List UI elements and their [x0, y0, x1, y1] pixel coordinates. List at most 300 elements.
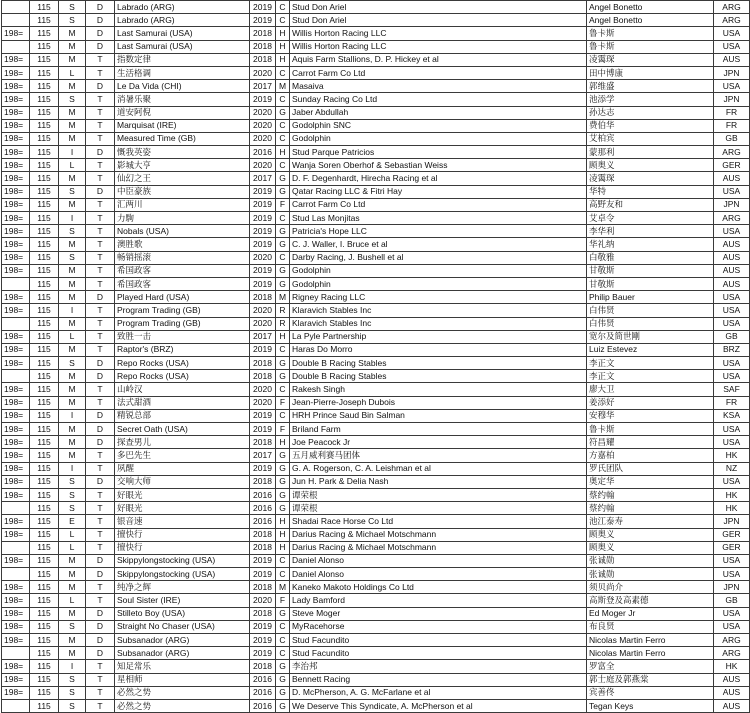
surface-cell: T	[86, 132, 115, 145]
surface-cell: D	[86, 291, 115, 304]
country-cell: GB	[714, 594, 750, 607]
distance-category-cell: I	[59, 146, 86, 159]
owner-cell: La Pyle Partnership	[290, 330, 587, 343]
rank-cell: 198=	[2, 53, 30, 66]
table-row	[2, 581, 750, 594]
rating-cell: 115	[30, 594, 59, 607]
table-row	[2, 488, 750, 501]
distance-category-cell: L	[59, 66, 86, 79]
foaled-year-cell: 2019	[250, 264, 276, 277]
foaled-year-cell: 2017	[250, 80, 276, 93]
surface-cell: T	[86, 119, 115, 132]
foaled-year-cell: 2019	[250, 277, 276, 290]
table-row	[2, 225, 750, 238]
rating-cell: 115	[30, 673, 59, 686]
horse-name-cell: Measured Time (GB)	[115, 132, 250, 145]
surface-cell: D	[86, 475, 115, 488]
trainer-cell: 姜添好	[587, 396, 714, 409]
sex-cell: G	[276, 370, 290, 383]
trainer-cell: 华特	[587, 185, 714, 198]
rating-cell: 115	[30, 370, 59, 383]
horse-name-cell: Last Samurai (USA)	[115, 27, 250, 40]
trainer-cell: Angel Bonetto	[587, 14, 714, 27]
sex-cell: F	[276, 423, 290, 436]
country-cell: AUS	[714, 264, 750, 277]
table-row	[2, 1, 750, 14]
surface-cell: T	[86, 317, 115, 330]
country-cell: AUS	[714, 277, 750, 290]
surface-cell: T	[86, 515, 115, 528]
owner-cell: Patricia's Hope LLC	[290, 225, 587, 238]
surface-cell: D	[86, 409, 115, 422]
horse-name-cell: 消暑乐聚	[115, 93, 250, 106]
country-cell: GER	[714, 528, 750, 541]
table-row	[2, 27, 750, 40]
table-row	[2, 40, 750, 53]
sex-cell: H	[276, 146, 290, 159]
horse-name-cell: 交响大师	[115, 475, 250, 488]
table-row	[2, 80, 750, 93]
owner-cell: Shadai Race Horse Co Ltd	[290, 515, 587, 528]
distance-category-cell: M	[59, 423, 86, 436]
foaled-year-cell: 2018	[250, 291, 276, 304]
country-cell: HK	[714, 488, 750, 501]
rating-cell: 115	[30, 357, 59, 370]
owner-cell: Stud Facundito	[290, 634, 587, 647]
table-row	[2, 409, 750, 422]
trainer-cell: 布良贤	[587, 620, 714, 633]
table-row	[2, 423, 750, 436]
trainer-cell: Angel Bonetto	[587, 1, 714, 14]
trainer-cell: 鲁卡斯	[587, 423, 714, 436]
foaled-year-cell: 2017	[250, 449, 276, 462]
surface-cell: T	[86, 594, 115, 607]
owner-cell: Stud Facundito	[290, 647, 587, 660]
trainer-cell: 宽尔及简世剛	[587, 330, 714, 343]
owner-cell: Joe Peacock Jr	[290, 436, 587, 449]
sex-cell: G	[276, 449, 290, 462]
distance-category-cell: S	[59, 1, 86, 14]
surface-cell: D	[86, 40, 115, 53]
distance-category-cell: M	[59, 370, 86, 383]
country-cell: AUS	[714, 238, 750, 251]
foaled-year-cell: 2019	[250, 93, 276, 106]
table-row	[2, 673, 750, 686]
sex-cell: C	[276, 568, 290, 581]
distance-category-cell: I	[59, 409, 86, 422]
sex-cell: C	[276, 66, 290, 79]
rank-cell	[2, 370, 30, 383]
trainer-cell: 高斯登及高素德	[587, 594, 714, 607]
rank-cell: 198=	[2, 462, 30, 475]
horse-name-cell: Labrado (ARG)	[115, 14, 250, 27]
foaled-year-cell: 2017	[250, 330, 276, 343]
sex-cell: G	[276, 277, 290, 290]
country-cell: USA	[714, 607, 750, 620]
owner-cell: Stud Parque Patricios	[290, 146, 587, 159]
distance-category-cell: I	[59, 212, 86, 225]
surface-cell: D	[86, 634, 115, 647]
trainer-cell: Nicolas Martin Ferro	[587, 634, 714, 647]
rating-cell: 115	[30, 132, 59, 145]
distance-category-cell: M	[59, 27, 86, 40]
owner-cell: Qatar Racing LLC & Fitri Hay	[290, 185, 587, 198]
owner-cell: Willis Horton Racing LLC	[290, 27, 587, 40]
distance-category-cell: S	[59, 699, 86, 712]
rank-cell: 198=	[2, 343, 30, 356]
horse-name-cell: 希国政客	[115, 264, 250, 277]
trainer-cell: 张诚勋	[587, 554, 714, 567]
distance-category-cell: M	[59, 383, 86, 396]
horse-name-cell: 知足常乐	[115, 660, 250, 673]
rating-cell: 115	[30, 66, 59, 79]
rating-cell: 115	[30, 449, 59, 462]
rank-cell: 198=	[2, 686, 30, 699]
owner-cell: Steve Moger	[290, 607, 587, 620]
sex-cell: C	[276, 93, 290, 106]
surface-cell: D	[86, 607, 115, 620]
rank-cell: 198=	[2, 488, 30, 501]
rank-cell	[2, 1, 30, 14]
table-row	[2, 264, 750, 277]
country-cell: HK	[714, 449, 750, 462]
surface-cell: D	[86, 357, 115, 370]
rating-cell: 115	[30, 264, 59, 277]
sex-cell: F	[276, 198, 290, 211]
country-cell: JPN	[714, 581, 750, 594]
rankings-table	[1, 0, 750, 713]
table-row	[2, 699, 750, 712]
distance-category-cell: M	[59, 396, 86, 409]
distance-category-cell: M	[59, 53, 86, 66]
country-cell: FR	[714, 119, 750, 132]
rating-cell: 115	[30, 568, 59, 581]
table-row	[2, 132, 750, 145]
distance-category-cell: M	[59, 554, 86, 567]
owner-cell: Lady Bamford	[290, 594, 587, 607]
horse-name-cell: 致胜一击	[115, 330, 250, 343]
distance-category-cell: L	[59, 541, 86, 554]
horse-name-cell: 必然之势	[115, 686, 250, 699]
surface-cell: T	[86, 304, 115, 317]
sex-cell: G	[276, 238, 290, 251]
surface-cell: T	[86, 343, 115, 356]
owner-cell: Darius Racing & Michael Motschmann	[290, 528, 587, 541]
rating-cell: 115	[30, 291, 59, 304]
rating-cell: 115	[30, 488, 59, 501]
sex-cell: C	[276, 409, 290, 422]
table-row	[2, 502, 750, 515]
owner-cell: G. A. Rogerson, C. A. Leishman et al	[290, 462, 587, 475]
rating-cell: 115	[30, 462, 59, 475]
rank-cell: 198=	[2, 146, 30, 159]
surface-cell: T	[86, 528, 115, 541]
owner-cell: Masaiva	[290, 80, 587, 93]
distance-category-cell: L	[59, 330, 86, 343]
sex-cell: G	[276, 462, 290, 475]
foaled-year-cell: 2019	[250, 238, 276, 251]
rank-cell: 198=	[2, 66, 30, 79]
horse-name-cell: Marquisat (IRE)	[115, 119, 250, 132]
table-row	[2, 330, 750, 343]
distance-category-cell: M	[59, 291, 86, 304]
horse-name-cell: Played Hard (USA)	[115, 291, 250, 304]
foaled-year-cell: 2016	[250, 146, 276, 159]
surface-cell: T	[86, 53, 115, 66]
rating-cell: 115	[30, 502, 59, 515]
horse-name-cell: Skippylongstocking (USA)	[115, 554, 250, 567]
surface-cell: T	[86, 277, 115, 290]
rank-cell	[2, 277, 30, 290]
distance-category-cell: M	[59, 198, 86, 211]
rank-cell: 198=	[2, 515, 30, 528]
distance-category-cell: M	[59, 238, 86, 251]
country-cell: SAF	[714, 383, 750, 396]
country-cell: HK	[714, 660, 750, 673]
country-cell: USA	[714, 27, 750, 40]
surface-cell: T	[86, 383, 115, 396]
rank-cell: 198=	[2, 620, 30, 633]
rating-cell: 115	[30, 686, 59, 699]
foaled-year-cell: 2020	[250, 251, 276, 264]
surface-cell: T	[86, 396, 115, 409]
owner-cell: C. J. Waller, I. Bruce et al	[290, 238, 587, 251]
rank-cell: 198=	[2, 383, 30, 396]
surface-cell: T	[86, 581, 115, 594]
surface-cell: D	[86, 554, 115, 567]
trainer-cell: 费伯华	[587, 119, 714, 132]
rating-cell: 115	[30, 251, 59, 264]
sex-cell: G	[276, 185, 290, 198]
sex-cell: C	[276, 620, 290, 633]
horse-name-cell: 澳胜歌	[115, 238, 250, 251]
trainer-cell: 顾奥义	[587, 528, 714, 541]
foaled-year-cell: 2018	[250, 475, 276, 488]
surface-cell: T	[86, 212, 115, 225]
country-cell: USA	[714, 620, 750, 633]
sex-cell: G	[276, 475, 290, 488]
country-cell: GB	[714, 132, 750, 145]
distance-category-cell: I	[59, 660, 86, 673]
country-cell: JPN	[714, 198, 750, 211]
rank-cell	[2, 40, 30, 53]
distance-category-cell: M	[59, 581, 86, 594]
rating-cell: 115	[30, 423, 59, 436]
trainer-cell: Luiz Estevez	[587, 343, 714, 356]
rank-cell: 198=	[2, 396, 30, 409]
table-row	[2, 436, 750, 449]
table-row	[2, 541, 750, 554]
horse-name-cell: 纯净之辉	[115, 581, 250, 594]
owner-cell: 五月威利赛马团体	[290, 449, 587, 462]
foaled-year-cell: 2020	[250, 383, 276, 396]
rating-cell: 115	[30, 343, 59, 356]
trainer-cell: 郭维盛	[587, 80, 714, 93]
rank-cell: 198=	[2, 357, 30, 370]
sex-cell: H	[276, 40, 290, 53]
horse-name-cell: Labrado (ARG)	[115, 1, 250, 14]
rank-cell: 198=	[2, 330, 30, 343]
rank-cell: 198=	[2, 634, 30, 647]
surface-cell: T	[86, 159, 115, 172]
table-row	[2, 357, 750, 370]
table-row	[2, 146, 750, 159]
horse-name-cell: 山岭汉	[115, 383, 250, 396]
table-row	[2, 212, 750, 225]
sex-cell: C	[276, 132, 290, 145]
country-cell: GER	[714, 541, 750, 554]
foaled-year-cell: 2018	[250, 357, 276, 370]
surface-cell: D	[86, 436, 115, 449]
rank-cell: 198=	[2, 172, 30, 185]
table-row	[2, 238, 750, 251]
rank-cell: 198=	[2, 607, 30, 620]
horse-name-cell: Repo Rocks (USA)	[115, 370, 250, 383]
rating-cell: 115	[30, 554, 59, 567]
rating-cell: 115	[30, 80, 59, 93]
trainer-cell: 廖大卫	[587, 383, 714, 396]
owner-cell: Darius Racing & Michael Motschmann	[290, 541, 587, 554]
sex-cell: C	[276, 212, 290, 225]
rank-cell: 198=	[2, 436, 30, 449]
country-cell: FR	[714, 396, 750, 409]
surface-cell: T	[86, 699, 115, 712]
foaled-year-cell: 2019	[250, 423, 276, 436]
table-row	[2, 475, 750, 488]
country-cell: USA	[714, 40, 750, 53]
foaled-year-cell: 2018	[250, 27, 276, 40]
country-cell: AUS	[714, 673, 750, 686]
rating-cell: 115	[30, 607, 59, 620]
surface-cell: T	[86, 330, 115, 343]
foaled-year-cell: 2019	[250, 185, 276, 198]
rating-cell: 115	[30, 185, 59, 198]
rating-cell: 115	[30, 475, 59, 488]
surface-cell: D	[86, 27, 115, 40]
table-row	[2, 634, 750, 647]
country-cell: JPN	[714, 93, 750, 106]
distance-category-cell: M	[59, 106, 86, 119]
sex-cell: C	[276, 383, 290, 396]
surface-cell: D	[86, 146, 115, 159]
distance-category-cell: M	[59, 119, 86, 132]
sex-cell: C	[276, 1, 290, 14]
owner-cell: Godolphin	[290, 132, 587, 145]
surface-cell: D	[86, 647, 115, 660]
horse-name-cell: 好眼光	[115, 488, 250, 501]
horse-name-cell: Subsanador (ARG)	[115, 634, 250, 647]
owner-cell: Kaneko Makoto Holdings Co Ltd	[290, 581, 587, 594]
foaled-year-cell: 2019	[250, 343, 276, 356]
sex-cell: H	[276, 330, 290, 343]
horse-name-cell: Straight No Chaser (USA)	[115, 620, 250, 633]
country-cell: USA	[714, 370, 750, 383]
surface-cell: T	[86, 686, 115, 699]
sex-cell: G	[276, 673, 290, 686]
rating-cell: 115	[30, 541, 59, 554]
sex-cell: G	[276, 660, 290, 673]
surface-cell: T	[86, 541, 115, 554]
surface-cell: T	[86, 238, 115, 251]
surface-cell: D	[86, 423, 115, 436]
owner-cell: Double B Racing Stables	[290, 357, 587, 370]
foaled-year-cell: 2019	[250, 198, 276, 211]
rating-cell: 115	[30, 27, 59, 40]
table-row	[2, 106, 750, 119]
rank-cell	[2, 568, 30, 581]
horse-name-cell: Raptor's (BRZ)	[115, 343, 250, 356]
surface-cell: T	[86, 660, 115, 673]
rank-cell: 198=	[2, 198, 30, 211]
horse-name-cell: 精锐总部	[115, 409, 250, 422]
foaled-year-cell: 2016	[250, 515, 276, 528]
trainer-cell: Philip Bauer	[587, 291, 714, 304]
foaled-year-cell: 2019	[250, 409, 276, 422]
rank-cell: 198=	[2, 93, 30, 106]
foaled-year-cell: 2020	[250, 106, 276, 119]
owner-cell: Jaber Abdullah	[290, 106, 587, 119]
horse-name-cell: 指数定律	[115, 53, 250, 66]
distance-category-cell: I	[59, 304, 86, 317]
distance-category-cell: S	[59, 93, 86, 106]
country-cell: AUS	[714, 172, 750, 185]
trainer-cell: 甘敬斯	[587, 264, 714, 277]
distance-category-cell: M	[59, 436, 86, 449]
distance-category-cell: S	[59, 185, 86, 198]
rank-cell: 198=	[2, 673, 30, 686]
surface-cell: T	[86, 93, 115, 106]
surface-cell: T	[86, 673, 115, 686]
table-row	[2, 119, 750, 132]
rank-cell: 198=	[2, 251, 30, 264]
horse-name-cell: Last Samurai (USA)	[115, 40, 250, 53]
horse-name-cell: 擅快行	[115, 541, 250, 554]
rank-cell	[2, 541, 30, 554]
sex-cell: C	[276, 343, 290, 356]
horse-name-cell: 力駒	[115, 212, 250, 225]
owner-cell: Sunday Racing Co Ltd	[290, 93, 587, 106]
owner-cell: Wanja Soren Oberhof & Sebastian Weiss	[290, 159, 587, 172]
foaled-year-cell: 2020	[250, 66, 276, 79]
owner-cell: Godolphin	[290, 277, 587, 290]
table-row	[2, 568, 750, 581]
horse-name-cell: Nobals (USA)	[115, 225, 250, 238]
owner-cell: Klaravich Stables Inc	[290, 317, 587, 330]
foaled-year-cell: 2018	[250, 370, 276, 383]
country-cell: USA	[714, 568, 750, 581]
horse-name-cell: Skippylongstocking (USA)	[115, 568, 250, 581]
surface-cell: T	[86, 66, 115, 79]
distance-category-cell: S	[59, 225, 86, 238]
distance-category-cell: M	[59, 132, 86, 145]
distance-category-cell: S	[59, 488, 86, 501]
owner-cell: Darby Racing, J. Bushell et al	[290, 251, 587, 264]
foaled-year-cell: 2019	[250, 647, 276, 660]
sex-cell: C	[276, 14, 290, 27]
distance-category-cell: S	[59, 14, 86, 27]
rating-cell: 115	[30, 40, 59, 53]
trainer-cell: 蔡约翰	[587, 488, 714, 501]
surface-cell: T	[86, 198, 115, 211]
owner-cell: Klaravich Stables Inc	[290, 304, 587, 317]
distance-category-cell: S	[59, 251, 86, 264]
country-cell: HK	[714, 502, 750, 515]
owner-cell: Haras Do Morro	[290, 343, 587, 356]
horse-name-cell: Stilleto Boy (USA)	[115, 607, 250, 620]
country-cell: FR	[714, 106, 750, 119]
country-cell: USA	[714, 475, 750, 488]
distance-category-cell: L	[59, 528, 86, 541]
